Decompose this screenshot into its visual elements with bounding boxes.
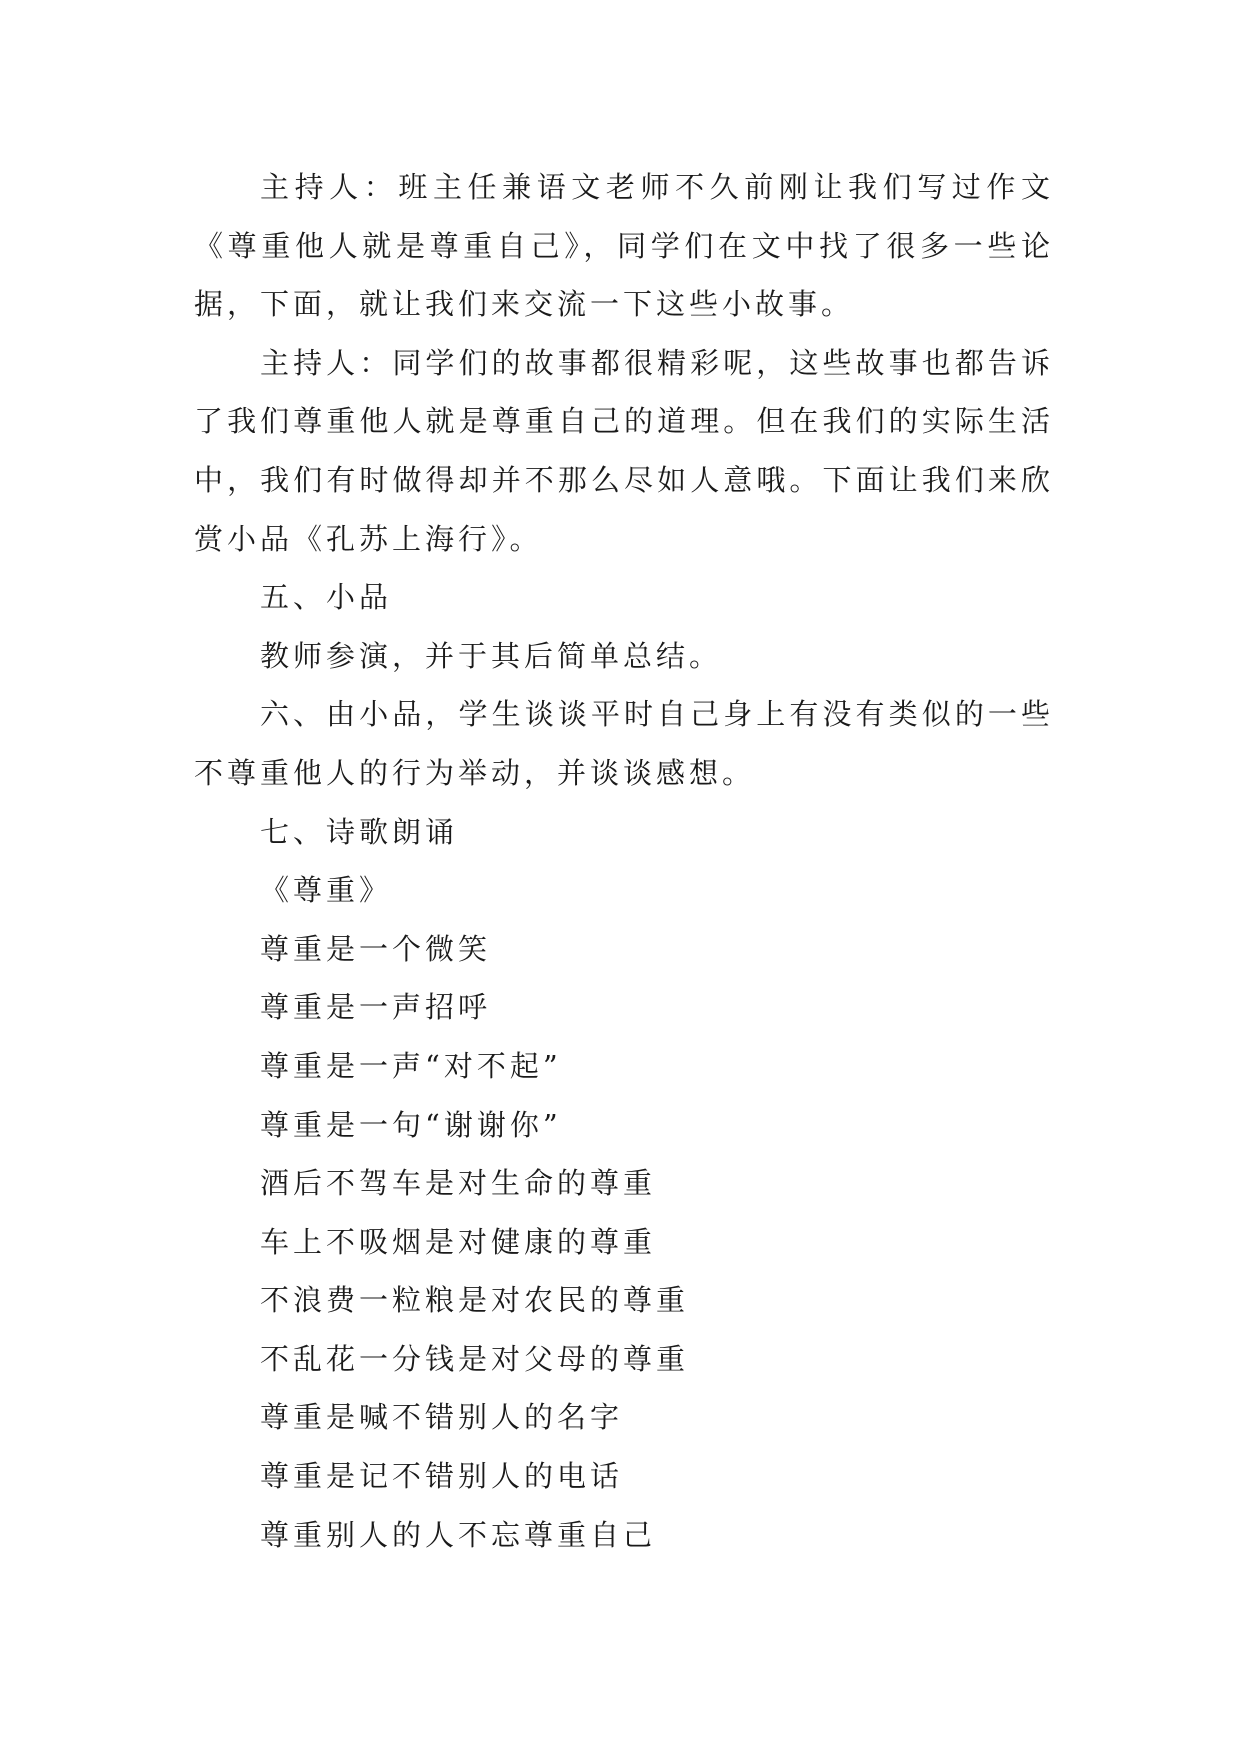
poem-line: 尊重是喊不错别人的名字 [260,1400,624,1435]
host-paragraph-2: 主持人：同学们的故事都很精彩呢，这些故事也都告诉了我们尊重他人就是尊重自己的道理。但在我们的实际生活中，我们有时做得却并不那么尽如人意哦。下面让我们来欣赏小品《孔苏上海行》。 [194,345,1054,556]
poem-line: 酒后不驾车是对生命的尊重 [260,1166,657,1201]
host-paragraph-1: 主持人：班主任兼语文老师不久前刚让我们写过作文《尊重他人就是尊重自己》，同学们在文中找了很多一些论据，下面，就让我们来交流一下这些小故事。 [194,170,1054,322]
teacher-note: 教师参演，并于其后简单总结。 [260,638,723,673]
section-discussion: 六、由小品，学生谈谈平时自己身上有没有类似的一些不尊重他人的行为举动，并谈谈感想。 [194,697,1054,790]
poem-line: 尊重是一声“对不起” [260,1048,562,1083]
poem-line: 不乱花一分钱是对父母的尊重 [260,1341,690,1376]
document-body [194,158,1054,1564]
poem-line: 尊重是记不错别人的电话 [260,1459,624,1494]
section-heading-poem: 七、诗歌朗诵 [260,814,459,849]
poem-line: 尊重是一声招呼 [260,990,492,1025]
section-heading-skit: 五、小品 [260,580,393,615]
poem [194,861,1054,1564]
poem-title: 《尊重》 [260,873,393,908]
poem-line: 尊重别人的人不忘尊重自己 [260,1517,657,1552]
poem-line: 尊重是一个微笑 [260,931,492,966]
poem-line: 不浪费一粒粮是对农民的尊重 [260,1283,690,1318]
poem-line: 尊重是一句“谢谢你” [260,1107,562,1142]
poem-line: 车上不吸烟是对健康的尊重 [260,1224,657,1259]
